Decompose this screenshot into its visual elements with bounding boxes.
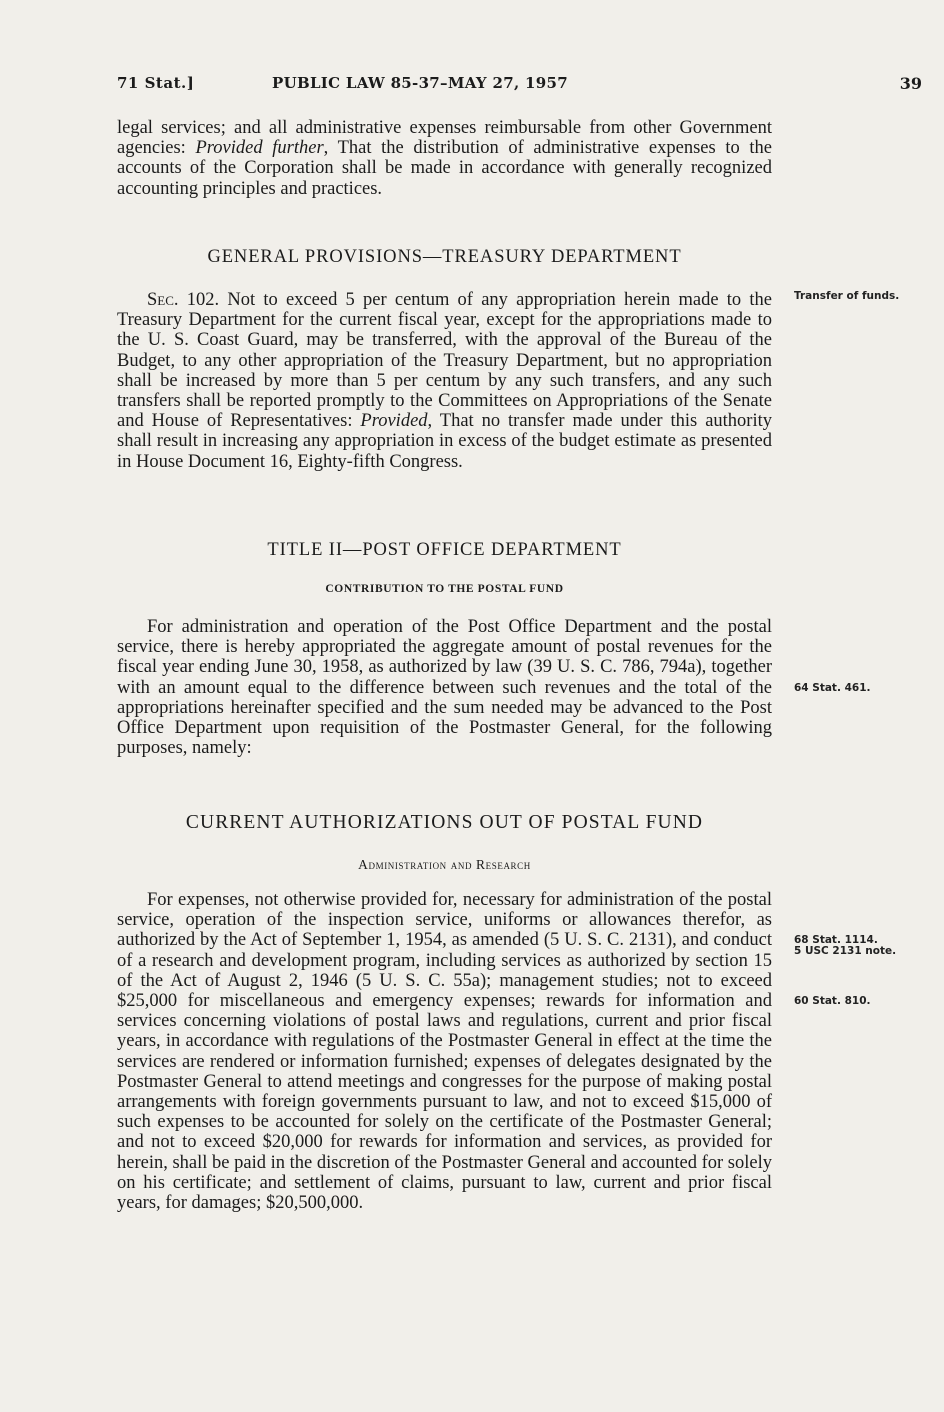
heading-current-authorizations: CURRENT AUTHORIZATIONS OUT OF POSTAL FUND (185, 812, 704, 833)
running-title: PUBLIC LAW 85-37–MAY 27, 1957 (272, 74, 568, 92)
volume-reference: 71 Stat.] (117, 74, 195, 92)
proviso-italic: Provided further (195, 138, 324, 159)
proviso-italic: Provided (360, 411, 428, 432)
heading-general-provisions: GENERAL PROVISIONS—TREASURY DEPARTMENT (207, 247, 682, 267)
section-102: Sec. 102. Not to exceed 5 per centum of any appropriation herein made to the Treasury Department for the current fiscal year, except for the appropriations made to the U. S. Coast Guard, may be transferred, with the approval of the Bureau of the Budget, to any other appropriation of the Treasury Department, but no appropriation shall be increased by more than 5 per centum by any such transfers, and any such transfers shall be reported promptly to the Committees on Appropriations of the Senate and House of Representatives: Provided, That no transfer made under this authority shall result in increasing any appropriation in excess of the budget estimate as presented in House Document 16, Eighty-fifth Congress. (117, 290, 772, 472)
paragraph-contribution: For administration and operation of the Post Office Department and the postal service, there is hereby appropriated the aggregate amount of postal revenues for the fiscal year ending June 30, 1958, as authorized by law (39 U. S. C. 786, 794a), together with an amount equal to the difference between such revenues and the total of the appropriations hereinafter specified and the sum needed may be advanced to the Post Office Department upon requisition of the Postmaster General, for the following purposes, namely: (117, 617, 772, 759)
margin-note-64-stat: 64 Stat. 461. (794, 682, 871, 694)
heading-administration-research: Administration and Research (358, 857, 531, 872)
margin-note-5-usc: 5 USC 2131 note. (794, 945, 897, 957)
page-header (117, 74, 922, 98)
margin-note-60-stat: 60 Stat. 810. (794, 995, 871, 1007)
section-label: Sec. 102. (147, 290, 220, 310)
heading-title-ii: TITLE II—POST OFFICE DEPARTMENT (267, 540, 622, 560)
margin-note-transfer: Transfer of funds. (794, 290, 900, 302)
margin-note-68-stat: 68 Stat. 1114. (794, 934, 878, 946)
page-number: 39 (899, 74, 922, 93)
heading-contribution: CONTRIBUTION TO THE POSTAL FUND (325, 583, 564, 595)
paragraph-legal-services: legal services; and all administrative expenses reimbursable from other Government agencies: Provided further, That the distribution of administrative expenses to the accounts of the Corporation shall be made in accordance with generally recognized accounting principles and practices. (117, 118, 773, 199)
paragraph-administration: For expenses, not otherwise provided for, necessary for administration of the postal service, operation of the inspection service, uniforms or allowances therefor, as authorized by the Act of September 1, 1954, as amended (5 U. S. C. 2131), and conduct of a research and development program, including services as authorized by section 15 of the Act of August 2, 1946 (5 U. S. C. 55a); management studies; not to exceed $25,000 for miscellaneous and emergency expenses; rewards for information and services concerning violations of postal laws and regulations, current and prior fiscal years, in accordance with regulations of the Postmaster General in effect at the time the services are rendered or information furnished; expenses of delegates designated by the Postmaster General to attend meetings and congresses for the purpose of making postal arrangements with foreign governments pursuant to law, and not to exceed $15,000 of such expenses to be accounted for solely on the certificate of the Postmaster General; and not to exceed $20,000 for rewards for information and services, as provided for herein, shall be paid in the discretion of the Postmaster General and accounted for solely on his certificate; and settlement of claims, pursuant to law, current and prior fiscal years, for damages; $20,500,000. (117, 890, 772, 1214)
